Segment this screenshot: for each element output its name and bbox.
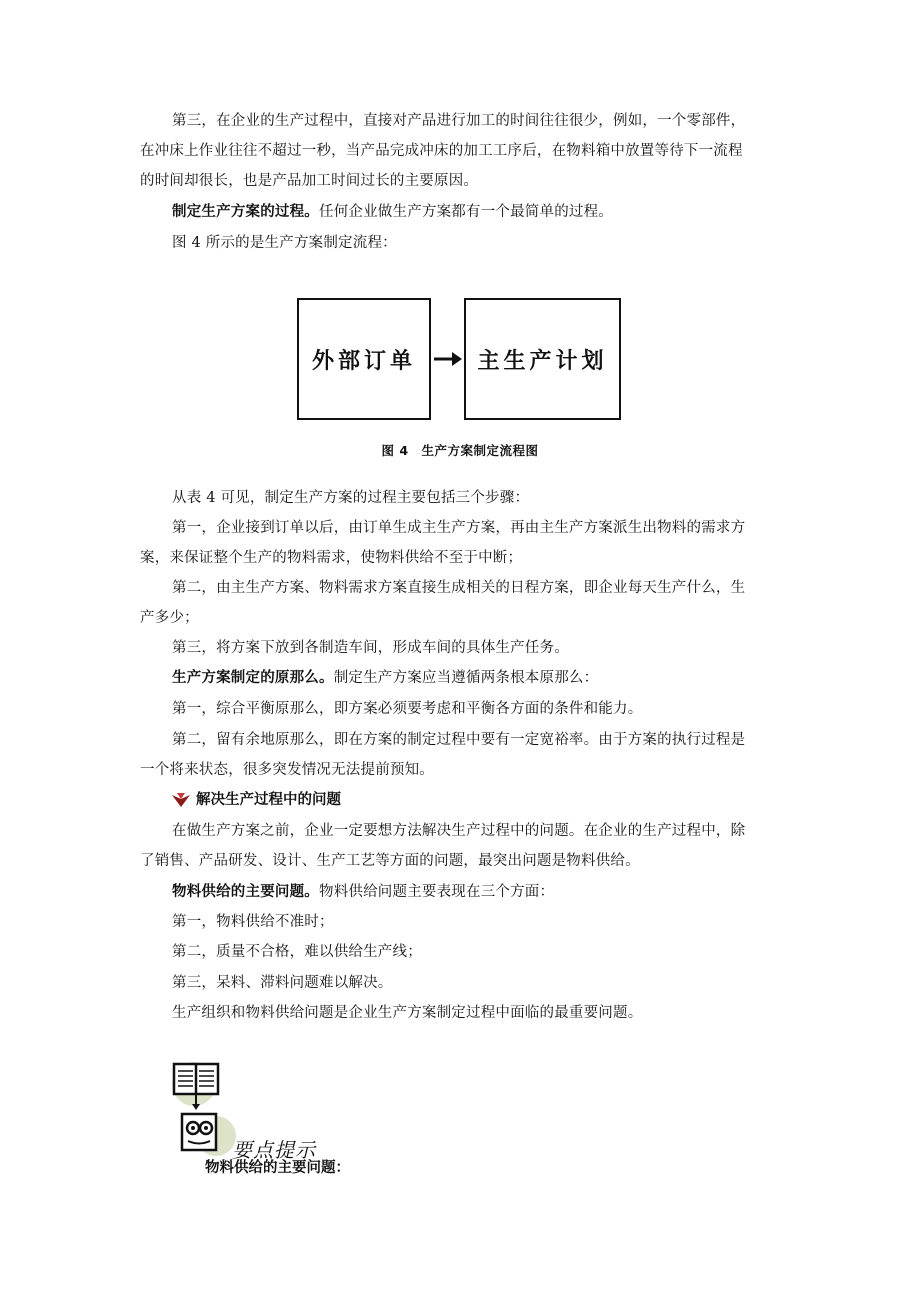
paragraph-supply-three: 第三，呆料、滞料问题难以解决。 [172,975,393,991]
process-heading-rest: 任何企业做生产方案都有一个最简单的过程。 [319,204,613,220]
paragraph-step-one-line-1: 第一，企业接到订单以后，由订单生成主生产方案，再由主生产方案派生出物料的需求方 [172,520,746,536]
paragraph-step-two-line-1: 第二，由主生产方案、物料需求方案直接生成相关的日程方案，即企业每天生产什么，生 [172,580,746,596]
process-heading-bold: 制定生产方案的过程。 [172,203,319,220]
tip-icon-group [168,1058,238,1158]
tip-title: 要点提示 [232,1138,316,1162]
principles-heading-rest: 制定生产方案应当遵循两条根本原那么： [333,670,599,686]
diagram-arrow [432,348,464,370]
paragraph-figure-intro: 图 4 所示的是生产方案制定流程： [172,235,397,251]
diamond-arrow-bullet-icon [172,793,190,807]
paragraph-third-line-1: 第三，在企业的生产过程中，直接对产品进行加工的时间往往很少，例如，一个零部件， [172,113,746,129]
paragraph-supply-two: 第二，质量不合格，难以供给生产线； [172,944,422,960]
paragraph-principle-one: 第一，综合平衡原那么，即方案必须要考虑和平衡各方面的条件和能力。 [172,701,643,717]
paragraph-steps-intro: 从表 4 可见，制定生产方案的过程主要包括三个步骤： [172,490,530,506]
section-heading [172,789,341,811]
paragraph-step-one-line-2: 案，来保证整个生产的物料需求，使物料供给不至于中断； [140,550,523,566]
paragraph-third-line-2: 在冲床上作业往往不超过一秒，当产品完成冲床的加工工序后，在物料箱中放置等待下一流程 [140,143,743,159]
book-face-tip-icon [168,1058,238,1158]
paragraph-third-line-3: 的时间却很长，也是产品加工时间过长的主要原因。 [140,173,479,189]
paragraph-supply-heading [172,881,780,903]
diagram-box-external-order: 外部订单 [297,298,431,420]
tip-subtitle: 物料供给的主要问题： [205,1159,350,1176]
supply-heading-rest: 物料供给问题主要表现在三个方面： [319,884,555,900]
paragraph-solve-line-1: 在做生产方案之前，企业一定要想方法解决生产过程中的问题。在企业的生产过程中，除 [172,823,746,839]
supply-heading-bold: 物料供给的主要问题。 [172,883,319,900]
section-heading-text: 解决生产过程中的问题 [196,791,341,808]
principles-heading-bold: 生产方案制定的原那么。 [172,669,334,686]
diagram-box-master-plan: 主生产计划 [464,298,621,420]
paragraph-step-three: 第三，将方案下放到各制造车间，形成车间的具体生产任务。 [172,640,569,656]
paragraph-step-two-line-2: 产多少； [140,610,199,626]
arrow-right-icon [432,348,464,370]
paragraph-process-heading [172,201,780,223]
paragraph-principles-heading [172,667,780,689]
paragraph-supply-one: 第一，物料供给不准时； [172,914,334,930]
paragraph-solve-line-2: 了销售、产品研发、设计、生产工艺等方面的问题，最突出问题是物料供给。 [140,853,640,869]
paragraph-principle-two-line-2: 一个将来状态，很多突发情况无法提前预知。 [140,762,434,778]
figure-caption: 图 4 生产方案制定流程图 [381,443,539,458]
paragraph-conclusion: 生产组织和物料供给问题是企业生产方案制定过程中面临的最重要问题。 [172,1005,643,1021]
paragraph-principle-two-line-1: 第二，留有余地原那么，即在方案的制定过程中要有一定宽裕率。由于方案的执行过程是 [172,732,746,748]
